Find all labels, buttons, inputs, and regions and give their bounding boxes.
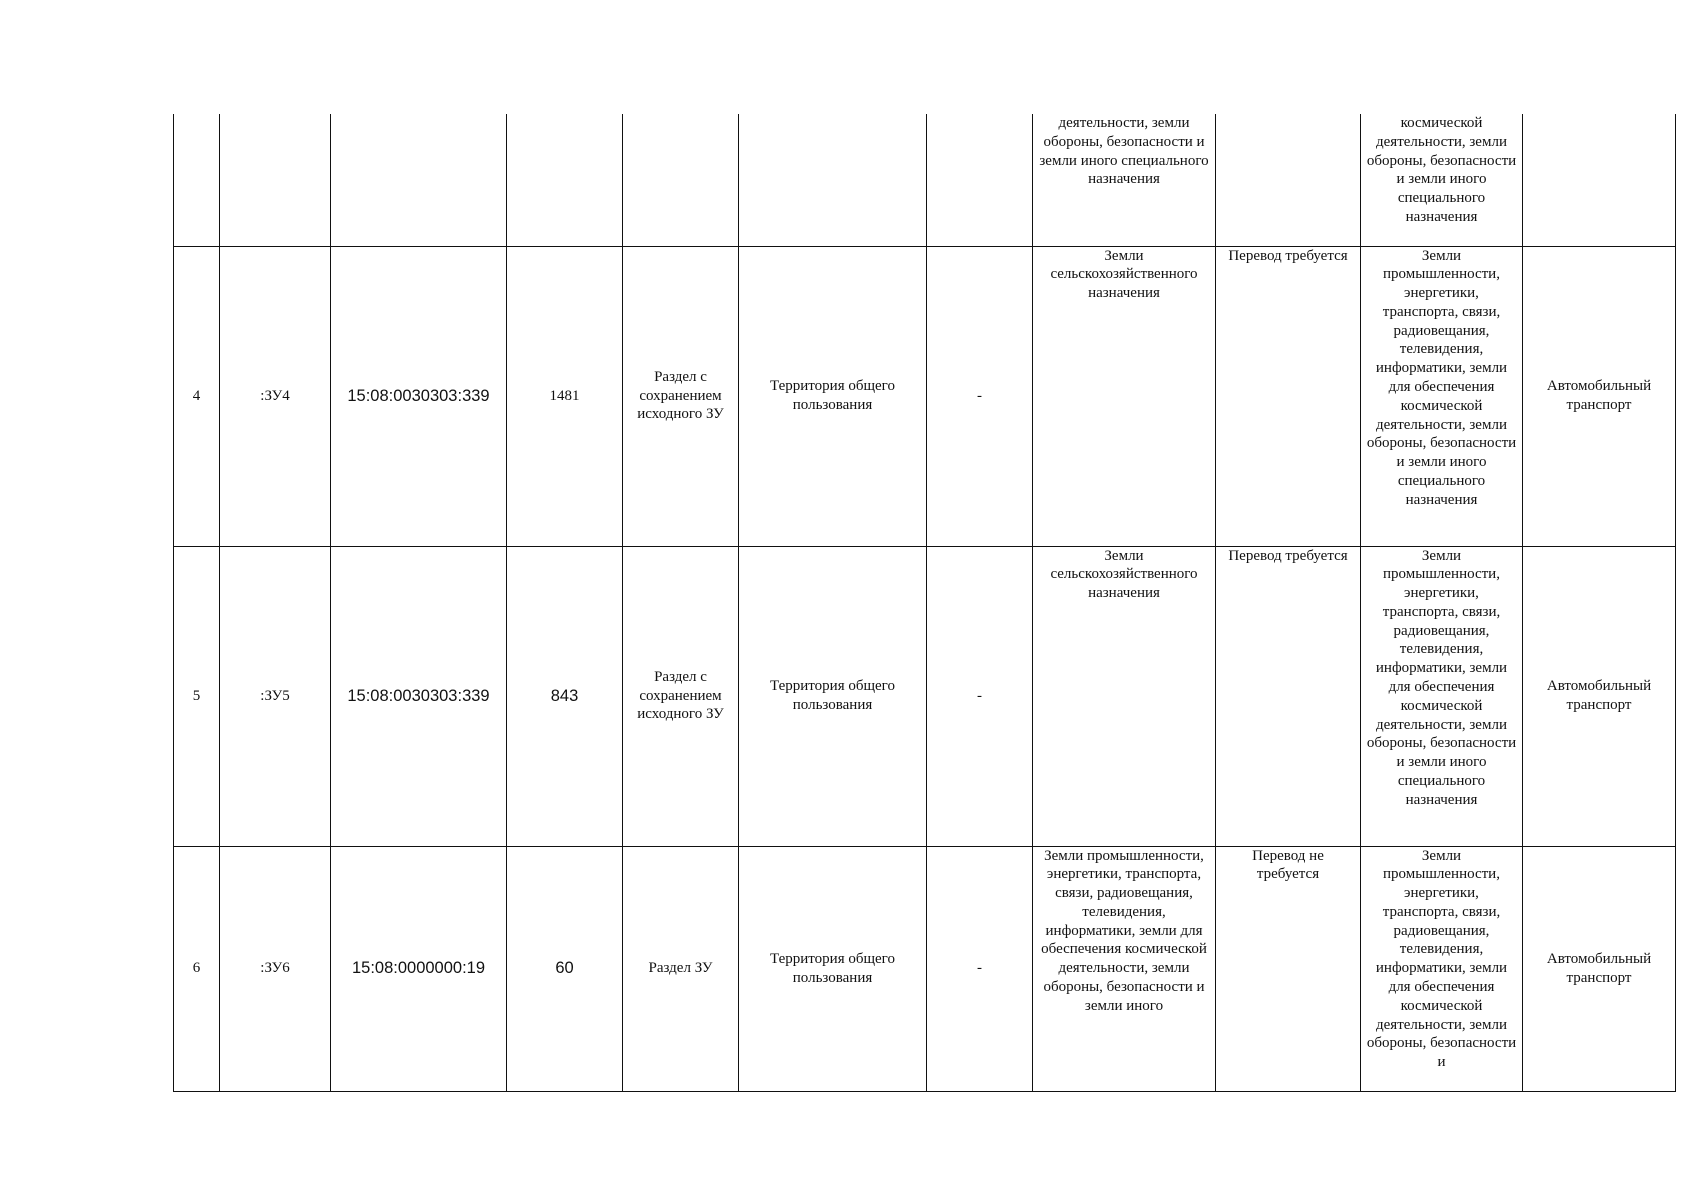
cell-purpose <box>1523 114 1676 246</box>
cell-area <box>507 114 623 246</box>
cell-dash <box>927 114 1033 246</box>
cell-purpose: Автомобильный транспорт <box>1523 246 1676 546</box>
cell-transfer: Перевод требуется <box>1216 246 1361 546</box>
cell-dash: - <box>927 246 1033 546</box>
cell-cadastral: 15:08:0000000:19 <box>331 846 507 1091</box>
cell-method: Раздел с сохранением исходного ЗУ <box>623 546 739 846</box>
cell-label: :ЗУ6 <box>220 846 331 1091</box>
cell-category-current: Земли сельскохозяйственного назначения <box>1033 546 1216 846</box>
cell-category-target: Земли промышленности, энергетики, транспорта, связи, радиовещания, телевидения, информатики, земли для обеспечения космической деятельности, земли обороны, безопасности и земли иного специального назначения <box>1361 546 1523 846</box>
cell-category-target: Земли промышленности, энергетики, транспорта, связи, радиовещания, телевидения, информатики, земли для обеспечения космической деятельности, земли обороны, безопасности и <box>1361 846 1523 1091</box>
cell-cadastral <box>331 114 507 246</box>
cell-method: Раздел с сохранением исходного ЗУ <box>623 246 739 546</box>
cell-num: 6 <box>174 846 220 1091</box>
cell-num: 4 <box>174 246 220 546</box>
table-row <box>174 246 1676 546</box>
table-row-continuation <box>174 114 1676 246</box>
cell-label: :ЗУ5 <box>220 546 331 846</box>
cell-category-current <box>1033 114 1216 246</box>
category-current-text: деятельности, земли обороны, безопасности и земли иного специального назначения <box>1039 115 1209 188</box>
cell-dash: - <box>927 546 1033 846</box>
cell-category-target: Земли промышленности, энергетики, транспорта, связи, радиовещания, телевидения, информатики, земли для обеспечения космической деятельности, земли обороны, безопасности и земли иного специального назначения <box>1361 246 1523 546</box>
cell-category-current: Земли промышленности, энергетики, транспорта, связи, радиовещания, телевидения, информатики, земли для обеспечения космической деятельности, земли обороны, безопасности и земли иного <box>1033 846 1216 1091</box>
cell-transfer: Перевод не требуется <box>1216 846 1361 1091</box>
cell-area: 1481 <box>507 246 623 546</box>
cell-label: :ЗУ4 <box>220 246 331 546</box>
cell-use: Территория общего пользования <box>739 246 927 546</box>
cell-use: Территория общего пользования <box>739 546 927 846</box>
cell-cadastral: 15:08:0030303:339 <box>331 546 507 846</box>
cell-purpose: Автомобильный транспорт <box>1523 846 1676 1091</box>
table-row <box>174 846 1676 1091</box>
cell-dash: - <box>927 846 1033 1091</box>
cell-category-current: Земли сельскохозяйственного назначения <box>1033 246 1216 546</box>
table-row <box>174 546 1676 846</box>
cell-method: Раздел ЗУ <box>623 846 739 1091</box>
cell-transfer: Перевод требуется <box>1216 546 1361 846</box>
cell-purpose: Автомобильный транспорт <box>1523 546 1676 846</box>
cell-transfer <box>1216 114 1361 246</box>
cell-num <box>174 114 220 246</box>
land-plots-table <box>173 114 1676 1092</box>
cell-category-target <box>1361 114 1523 246</box>
cell-area: 60 <box>507 846 623 1091</box>
cell-area: 843 <box>507 546 623 846</box>
cell-num: 5 <box>174 546 220 846</box>
cell-use <box>739 114 927 246</box>
cell-method <box>623 114 739 246</box>
cell-label <box>220 114 331 246</box>
cell-use: Территория общего пользования <box>739 846 927 1091</box>
category-target-text: космической деятельности, земли обороны, безопасности и земли иного специального назначения <box>1366 115 1517 225</box>
cell-cadastral: 15:08:0030303:339 <box>331 246 507 546</box>
